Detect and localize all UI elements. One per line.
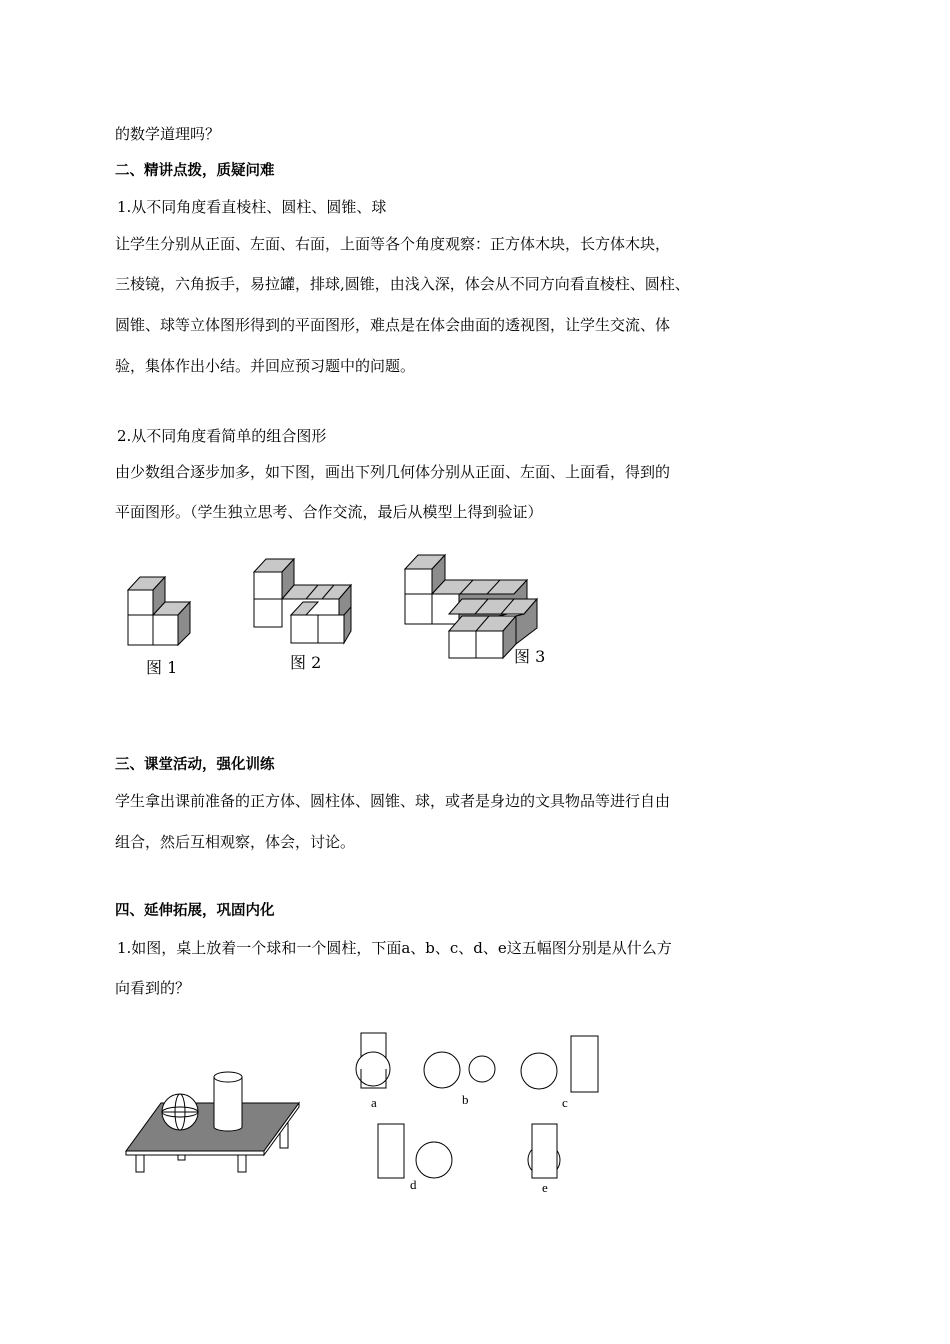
view-a-label: a (371, 1095, 377, 1110)
section-heading-3: 三、课堂活动，强化训练 (115, 757, 275, 773)
text-line: 的数学道理吗？ (115, 125, 221, 143)
text-line: 圆锥、球等立体图形得到的平面图形，难点是在体会曲面的透视图，让学生交流、体 (115, 316, 671, 334)
text-line: 1.从不同角度看直棱柱、圆柱、圆锥、球 (117, 198, 387, 216)
text-line: 让学生分别从正面、左面、右面，上面等各个角度观察：正方体木块，长方体木块， (115, 235, 671, 253)
view-e-label: e (542, 1180, 548, 1195)
figure-2-label: 图 2 (290, 653, 322, 672)
text-line: 2.从不同角度看简单的组合图形 (117, 427, 327, 445)
text-line: 学生拿出课前准备的正方体、圆柱体、圆锥、球，或者是身边的文具物品等进行自由 (115, 792, 671, 810)
text-line: 平面图形。（学生独立思考、合作交流，最后从模型上得到验证） (115, 503, 543, 521)
figure-3-label: 图 3 (514, 647, 546, 666)
text-line: 向看到的？ (115, 979, 191, 997)
view-c (519, 1034, 601, 1094)
view-b-label: b (462, 1092, 469, 1107)
view-d (376, 1122, 458, 1180)
view-a (353, 1032, 393, 1092)
section-heading-2: 二、精讲点拨，质疑问难 (115, 163, 275, 179)
figure-2-cubes (254, 557, 354, 647)
text-line: 三棱镜，六角扳手，易拉罐，排球,圆锥，由浅入深，体会从不同方向看直棱柱、圆柱、 (115, 275, 690, 293)
section-heading-4: 四、延伸拓展，巩固内化 (115, 903, 275, 919)
figure-1-cubes (128, 575, 203, 650)
view-c-label: c (562, 1095, 568, 1110)
view-b (422, 1050, 500, 1092)
figure-1-label: 图 1 (146, 658, 178, 677)
text-line: 1.如图，桌上放着一个球和一个圆柱，下面a、b、c、d、e这五幅图分别是从什么方 (117, 939, 672, 957)
text-line: 验，集体作出小结。并回应预习题中的问题。 (115, 357, 416, 375)
text-line: 组合，然后互相观察，体会，讨论。 (115, 833, 356, 851)
view-d-label: d (410, 1177, 417, 1192)
table-ball-cylinder-figure (124, 1065, 304, 1175)
view-e (524, 1122, 564, 1180)
text-line: 由少数组合逐步加多，如下图，画出下列几何体分别从正面、左面、上面看，得到的 (115, 463, 671, 481)
